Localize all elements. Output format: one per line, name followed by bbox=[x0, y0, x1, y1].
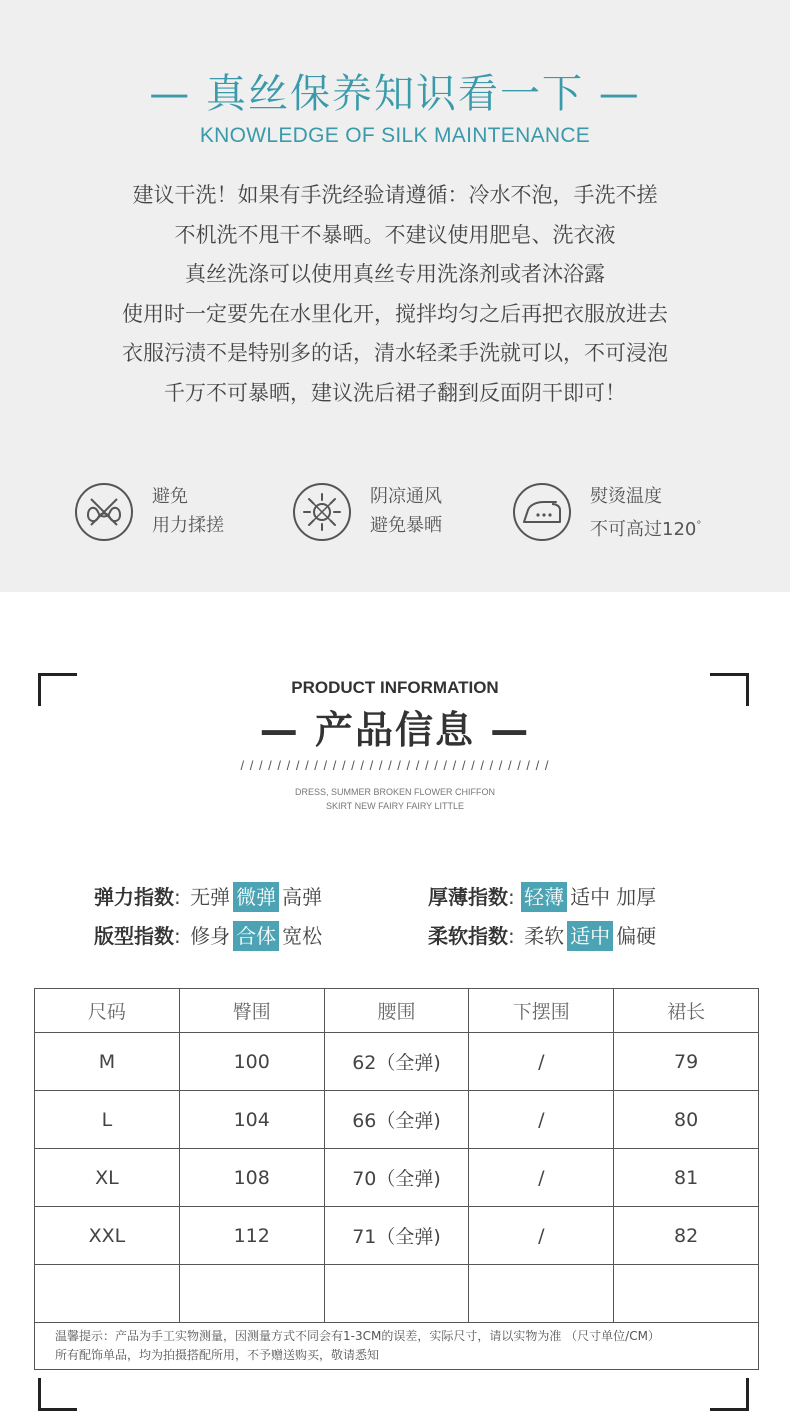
index-option: 高弹 bbox=[282, 885, 323, 909]
index-option: 加厚 bbox=[616, 885, 657, 909]
table-cell bbox=[324, 1265, 469, 1323]
index-option: 轻薄 bbox=[521, 882, 567, 912]
table-cell: 66（全弹) bbox=[324, 1091, 469, 1149]
table-cell: 81 bbox=[614, 1149, 759, 1207]
corner-bracket bbox=[710, 1378, 749, 1411]
table-cell: 108 bbox=[179, 1149, 324, 1207]
silk-care-section bbox=[0, 0, 790, 592]
table-cell: 71（全弹) bbox=[324, 1207, 469, 1265]
index-option: 修身 bbox=[190, 924, 231, 948]
table-cell: / bbox=[469, 1149, 614, 1207]
column-header: 臀围 bbox=[179, 989, 324, 1033]
care-title: — 真丝保养知识看一下 — bbox=[149, 71, 641, 117]
table-cell bbox=[179, 1265, 324, 1323]
product-info-title-en: PRODUCT INFORMATION bbox=[291, 678, 499, 697]
index-option: 宽松 bbox=[282, 924, 323, 948]
index-option: 柔软 bbox=[524, 924, 565, 948]
care-item-text: 避免 用力揉搓 bbox=[152, 486, 224, 536]
table-row bbox=[35, 1149, 759, 1207]
table-cell: / bbox=[469, 1033, 614, 1091]
measurement-note: 温馨提示：产品为手工实物测量，因测量方式不同会有1-3CM的误差，实际尺寸，请以实物为准 （尺寸单位/CM） 所有配饰单品，均为拍摄搭配所用，不予赠送购买，敬请悉知 bbox=[35, 1323, 759, 1370]
table-cell bbox=[35, 1265, 180, 1323]
table-note-row bbox=[35, 1323, 759, 1370]
column-header: 裙长 bbox=[614, 989, 759, 1033]
table-cell: / bbox=[469, 1207, 614, 1265]
care-line: 千万不可暴晒，建议洗后裙子翻到反面阴干即可！ bbox=[164, 380, 626, 405]
table-cell: L bbox=[35, 1091, 180, 1149]
column-header: 尺码 bbox=[35, 989, 180, 1033]
table-header-row bbox=[35, 989, 759, 1033]
care-subtitle: KNOWLEDGE OF SILK MAINTENANCE bbox=[199, 124, 591, 147]
thickness-index: 厚薄指数: 轻薄 适中 加厚 bbox=[428, 882, 659, 912]
iron-icon bbox=[512, 482, 572, 542]
sun-icon bbox=[292, 482, 352, 542]
index-option: 合体 bbox=[233, 921, 279, 951]
softness-index: 柔软指数: 柔软 适中 偏硬 bbox=[428, 921, 659, 951]
size-table bbox=[34, 988, 759, 1370]
elasticity-index: 弹力指数: 无弹 微弹 高弹 bbox=[94, 882, 325, 912]
table-cell bbox=[469, 1265, 614, 1323]
table-cell: 82 bbox=[614, 1207, 759, 1265]
care-instructions bbox=[0, 176, 790, 414]
table-cell: 80 bbox=[614, 1091, 759, 1149]
care-item-text: 阴凉通风 避免暴晒 bbox=[370, 486, 442, 536]
care-line: 建议干洗！如果有手洗经验请遵循：冷水不泡，手洗不搓 bbox=[132, 183, 658, 207]
care-icons-row bbox=[0, 478, 790, 544]
table-cell: XL bbox=[35, 1149, 180, 1207]
care-line: 真丝洗涤可以使用真丝专用洗涤剂或者沐浴露 bbox=[185, 262, 605, 287]
table-cell: 70（全弹) bbox=[324, 1149, 469, 1207]
table-cell: M bbox=[35, 1033, 180, 1091]
table-cell: 104 bbox=[179, 1091, 324, 1149]
corner-bracket bbox=[38, 1378, 77, 1411]
table-cell: 100 bbox=[179, 1033, 324, 1091]
care-line: 衣服污渍不是特别多的话，清水轻柔手洗就可以，不可浸泡 bbox=[122, 341, 668, 366]
index-option: 偏硬 bbox=[616, 924, 657, 948]
fit-index: 版型指数: 修身 合体 宽松 bbox=[94, 921, 325, 951]
table-row bbox=[35, 1091, 759, 1149]
care-item-text: 熨烫温度 不可高过120° bbox=[590, 486, 702, 540]
care-line: 不机洗不甩干不暴晒。不建议使用肥皂、洗衣液 bbox=[174, 222, 616, 247]
column-header: 下摆围 bbox=[469, 989, 614, 1033]
table-row bbox=[35, 1265, 759, 1323]
table-cell: XXL bbox=[35, 1207, 180, 1265]
no-rub-icon bbox=[74, 482, 134, 542]
column-header: 腰围 bbox=[324, 989, 469, 1033]
index-option: 无弹 bbox=[190, 885, 231, 909]
table-row bbox=[35, 1207, 759, 1265]
index-option: 适中 bbox=[570, 885, 611, 909]
table-cell: 62（全弹) bbox=[324, 1033, 469, 1091]
table-cell bbox=[614, 1265, 759, 1323]
product-info-title: — 产品信息 — bbox=[259, 708, 531, 752]
product-description: DRESS, SUMMER BROKEN FLOWER CHIFFON SKIRT NEW FAIRY FAIRY LITTLE bbox=[294, 787, 495, 811]
table-cell: / bbox=[469, 1091, 614, 1149]
care-line: 使用时一定要先在水里化开，搅拌均匀之后再把衣服放进去 bbox=[122, 301, 668, 326]
index-option: 微弹 bbox=[233, 882, 279, 912]
table-cell: 79 bbox=[614, 1033, 759, 1091]
table-cell: 112 bbox=[179, 1207, 324, 1265]
table-row bbox=[35, 1033, 759, 1091]
index-option: 适中 bbox=[567, 921, 613, 951]
decorative-slashes: / / / / / / / / / / / / / / / / / / / / / / / / / / / / / / / / / / bbox=[240, 758, 550, 773]
